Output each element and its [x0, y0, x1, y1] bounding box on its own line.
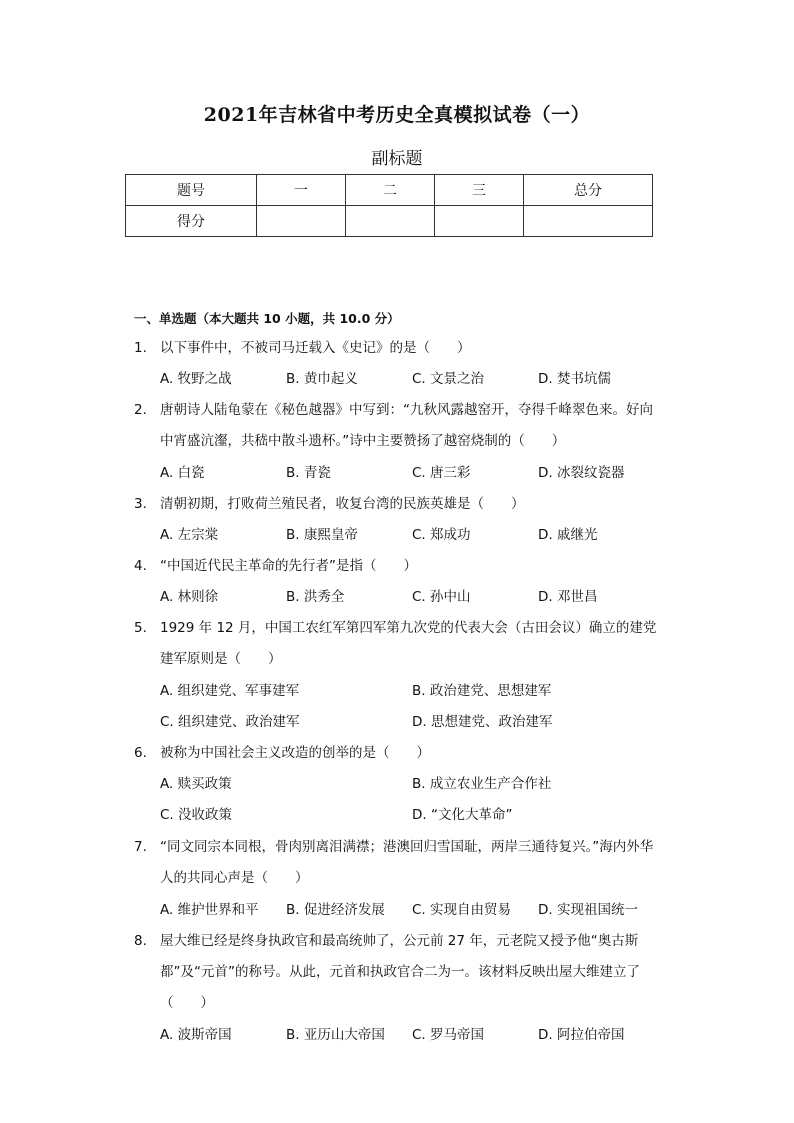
question-item	[134, 613, 664, 675]
question-number: 2.	[134, 402, 147, 418]
option: B. 促进经济发展	[286, 902, 385, 918]
option-row	[160, 895, 680, 926]
option-row	[160, 520, 680, 551]
section-heading: 一、单选题（本大题共 10 小题，共 10.0 分）	[134, 311, 400, 326]
question-number: 8.	[134, 933, 147, 949]
option: C. 罗马帝国	[412, 1027, 485, 1043]
option-row	[160, 676, 680, 707]
question-text: 唐朝诗人陆龟蒙在《秘色越器》中写到：“九秋风露越窑开，夺得千峰翠色来。好向中宵盛沆瀣，共嵇中散斗遗杯。”诗中主要赞扬了越窑烧制的（ ）	[160, 402, 653, 449]
option: D. 冰裂纹瓷器	[538, 465, 625, 481]
question-item	[134, 926, 664, 1019]
option: D. 戚继光	[538, 527, 598, 543]
option: D. 邓世昌	[538, 589, 598, 605]
option: B. 成立农业生产合作社	[412, 776, 552, 792]
option: A. 白瓷	[160, 465, 205, 481]
question-text: 屋大维已经是终身执政官和最高统帅了，公元前 27 年，元老院又授予他“奥古斯都”及“元首”的称号。从此，元首和执政官合二为一。该材料反映出屋大维建立了（ ）	[160, 933, 640, 1011]
question-text: 1929 年 12 月，中国工农红军第四军第九次党的代表大会（古田会议）确立的建党建军原则是（ ）	[160, 620, 657, 667]
score-header-cell: 三	[435, 175, 524, 206]
option: D. “文化大革命”	[412, 807, 513, 823]
score-header-cell: 二	[346, 175, 435, 206]
question-text: 被称为中国社会主义改造的创举的是（ ）	[160, 745, 430, 761]
score-table	[125, 174, 653, 237]
option: B. 政治建党、思想建军	[412, 683, 552, 699]
question-number: 5.	[134, 620, 147, 636]
page-title: 2021年吉林省中考历史全真模拟试卷（一）	[203, 104, 591, 126]
score-cell	[257, 206, 346, 237]
question-item	[134, 832, 664, 894]
option: C. 郑成功	[412, 527, 471, 543]
option: B. 黄巾起义	[286, 371, 358, 387]
option: C. 没收政策	[160, 807, 233, 823]
option: A. 维护世界和平	[160, 902, 259, 918]
page-subtitle: 副标题	[371, 149, 423, 169]
option: D. 思想建党、政治建军	[412, 714, 553, 730]
question-number: 7.	[134, 839, 147, 855]
option: A. 赎买政策	[160, 776, 232, 792]
option: D. 焚书坑儒	[538, 371, 611, 387]
option: A. 左宗棠	[160, 527, 219, 543]
option-row	[160, 800, 680, 831]
score-cell	[346, 206, 435, 237]
option-row	[160, 458, 680, 489]
question-text: 以下事件中，不被司马迁载入《史记》的是（ ）	[160, 340, 471, 356]
option: B. 康熙皇帝	[286, 527, 358, 543]
option: B. 洪秀全	[286, 589, 345, 605]
score-header-cell: 一	[257, 175, 346, 206]
question-number: 6.	[134, 745, 147, 761]
question-item	[134, 551, 664, 582]
question-item	[134, 489, 664, 520]
option-row	[160, 769, 680, 800]
option: A. 牧野之战	[160, 371, 232, 387]
option: D. 阿拉伯帝国	[538, 1027, 625, 1043]
question-item	[134, 395, 664, 457]
score-cell	[435, 206, 524, 237]
option: B. 亚历山大帝国	[286, 1027, 385, 1043]
score-cell	[524, 206, 653, 237]
option-row	[160, 1020, 680, 1051]
question-text: 清朝初期，打败荷兰殖民者，收复台湾的民族英雄是（ ）	[160, 496, 525, 512]
score-header-cell: 总分	[524, 175, 653, 206]
score-row-label: 得分	[126, 206, 257, 237]
score-table-score-row	[126, 206, 653, 237]
question-text: “中国近代民主革命的先行者”是指（ ）	[160, 558, 417, 574]
option: C. 唐三彩	[412, 465, 471, 481]
option-row	[160, 707, 680, 738]
score-table-header-row	[126, 175, 653, 206]
option: A. 波斯帝国	[160, 1027, 232, 1043]
question-number: 4.	[134, 558, 147, 574]
option: A. 组织建党、军事建军	[160, 683, 300, 699]
option: C. 文景之治	[412, 371, 485, 387]
option: A. 林则徐	[160, 589, 219, 605]
option: C. 组织建党、政治建军	[160, 714, 300, 730]
score-header-cell: 题号	[126, 175, 257, 206]
option-row	[160, 582, 680, 613]
question-text: “同文同宗本同根，骨肉别离泪满襟；港澳回归雪国耻，两岸三通待复兴。”海内外华人的共同心声是（ ）	[160, 839, 654, 886]
option: C. 孙中山	[412, 589, 471, 605]
question-item	[134, 333, 664, 364]
option: B. 青瓷	[286, 465, 331, 481]
question-number: 3.	[134, 496, 147, 512]
option: D. 实现祖国统一	[538, 902, 638, 918]
question-number: 1.	[134, 340, 147, 356]
question-item	[134, 738, 664, 769]
option: C. 实现自由贸易	[412, 902, 512, 918]
option-row	[160, 364, 680, 395]
